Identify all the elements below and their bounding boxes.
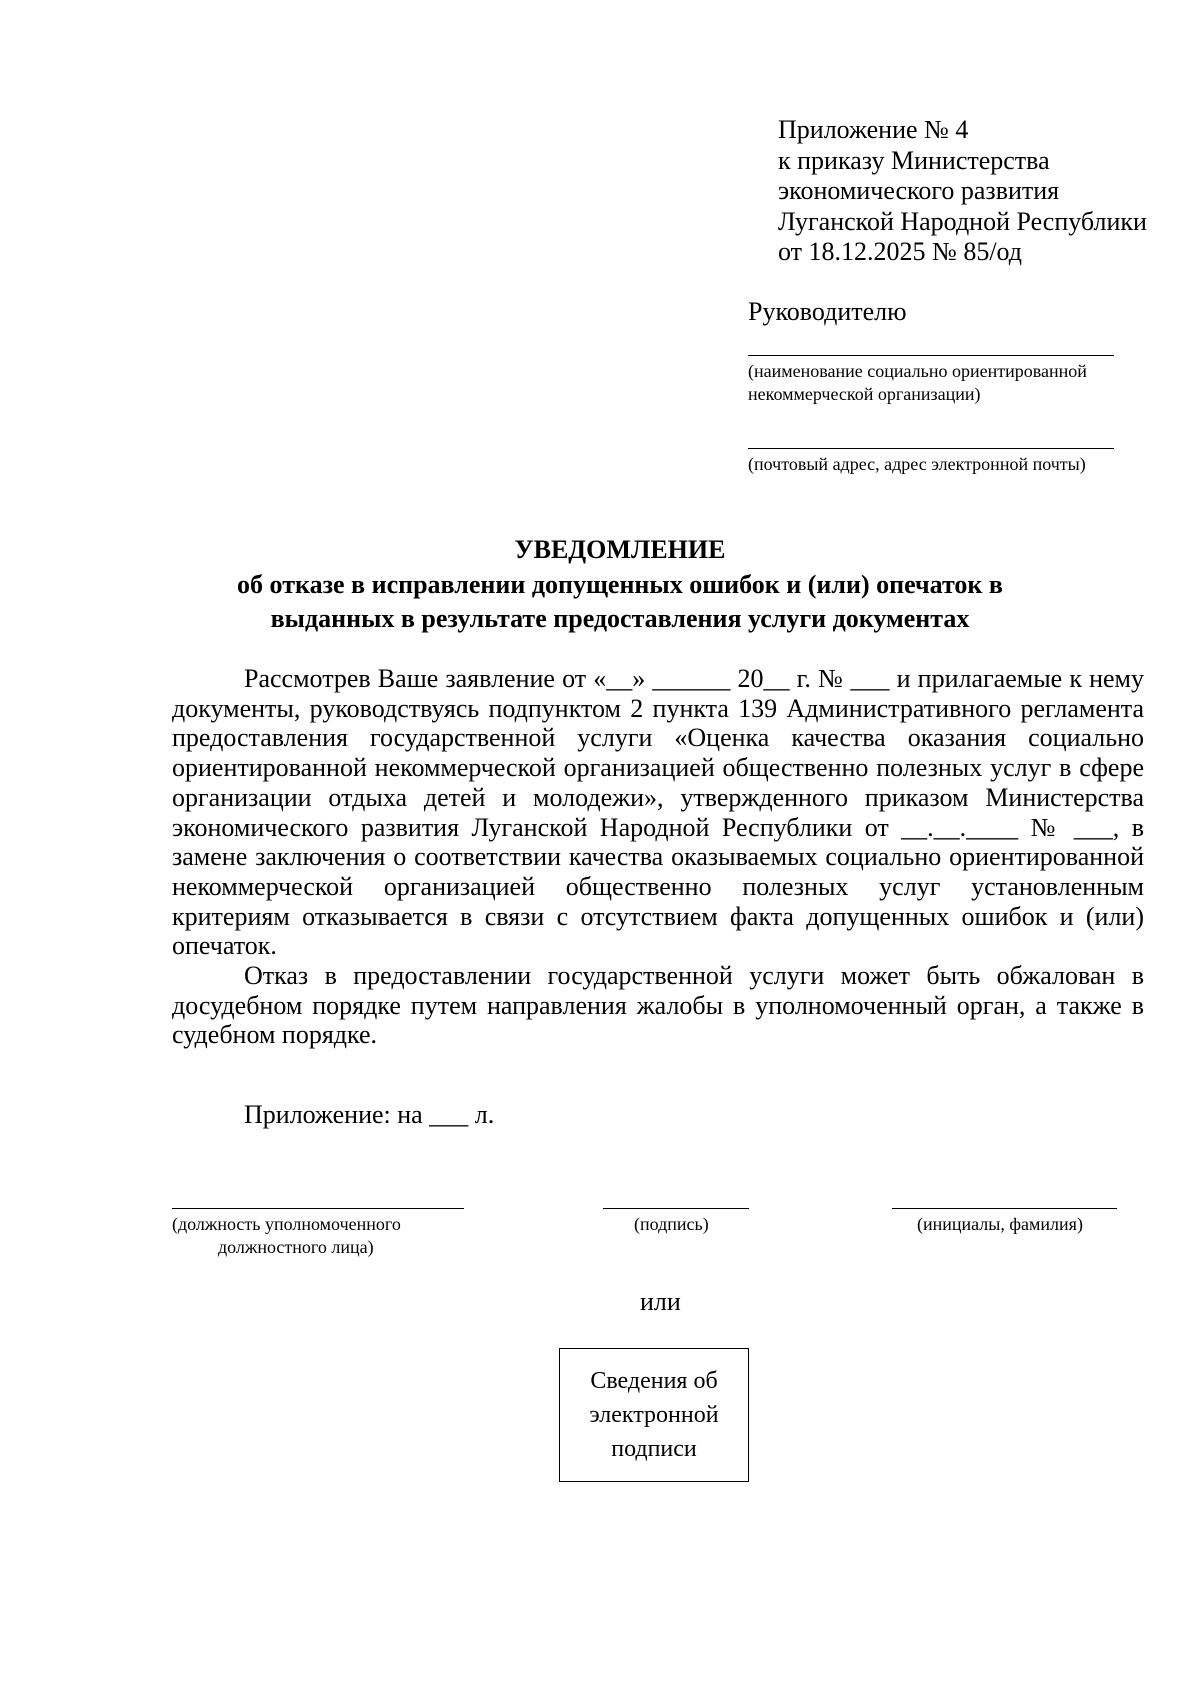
document-title: УВЕДОМЛЕНИЕ	[514, 535, 726, 564]
body-text	[172, 664, 1144, 1050]
addressee-label: Руководителю	[748, 297, 907, 326]
electronic-signature-box	[559, 1348, 749, 1482]
attachment-line: Приложение: на ___ л.	[244, 1100, 495, 1129]
approval-line-1: Приложение № 4	[778, 115, 969, 144]
paragraph-2: Отказ в предоставлении государственной услуги может быть обжалован в досудебном порядке путем направления жалобы в уполномоченный орган, а также в судебном порядке.	[172, 961, 1144, 1050]
approval-line-3: экономического развития	[778, 176, 1060, 205]
org-caption-line-1: (наименование социально ориентированной	[748, 361, 1087, 381]
name-line	[892, 1208, 1117, 1209]
esig-line-3: подписи	[611, 1436, 697, 1462]
org-name-line	[748, 355, 1114, 356]
approval-line-4: Луганской Народной Республики	[778, 206, 1147, 236]
position-caption	[172, 1213, 401, 1259]
approval-line-5: от 18.12.2025 № 85/од	[778, 237, 1023, 266]
or-text: или	[640, 1287, 681, 1316]
document-subtitle-line-1: об отказе в исправлении допущенных ошибок и (или) опечаток в	[237, 570, 1003, 599]
org-caption-line-2: некоммерческой организации)	[748, 384, 981, 404]
address-line	[748, 448, 1114, 449]
org-name-caption	[748, 360, 1087, 406]
position-caption-line-2: должностного лица)	[218, 1237, 374, 1257]
approval-block	[778, 115, 1147, 268]
position-caption-line-1: (должность уполномоченного	[172, 1214, 401, 1234]
approval-line-2: к приказу Министерства	[778, 145, 1050, 175]
address-caption: (почтовый адрес, адрес электронной почты)	[748, 454, 1086, 474]
signature-line	[603, 1208, 749, 1209]
name-caption: (инициалы, фамилия)	[917, 1214, 1083, 1234]
paragraph-1: Рассмотрев Ваше заявление от «__» ______ 20__ г. № ___ и прилагаемые к нему документы, руководствуясь подпунктом 2 пункта 139 Административного регламента предоставления государственной услуги «Оценка качества оказания социально ориентированной некоммерческой организацией общественно полезных услуг в сфере организации отдыха детей и молодежи», утвержденного приказом Министерства экономического развития Луганской Народной Республики от __.__.____ № ___, в замене заключения о соответствии качества оказываемых социально ориентированной некоммерческой организацией общественно полезных услуг установленным критериям отказывается в связи с отсутствием факта допущенных ошибок и (или) опечаток.	[172, 664, 1144, 961]
esig-line-2: электронной	[589, 1402, 719, 1428]
position-line	[172, 1208, 464, 1209]
esig-line-1: Сведения об	[590, 1368, 718, 1394]
document-subtitle-line-2: выданных в результате предоставления услуги документах	[270, 604, 970, 633]
signature-caption: (подпись)	[634, 1214, 709, 1234]
